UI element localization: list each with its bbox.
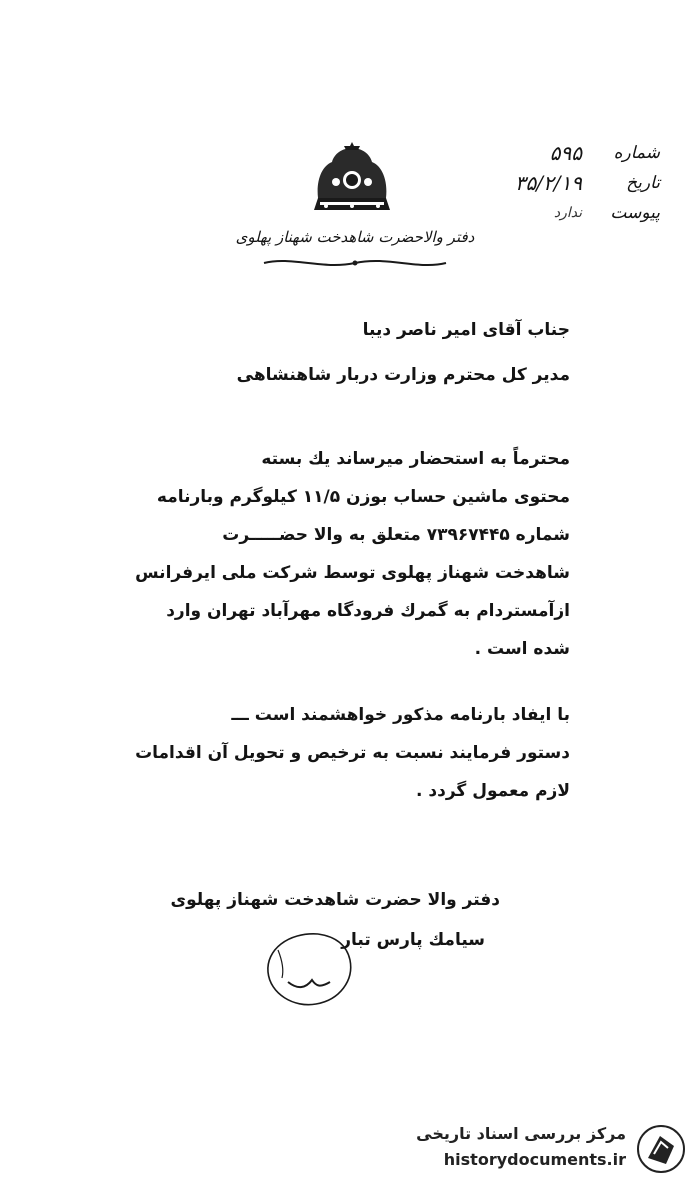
meta-attachment-row bbox=[400, 198, 660, 228]
paragraph2-line: دستور فرمایند نسبت به ترخیص و تحویل آن اقدامات bbox=[135, 743, 570, 763]
ornament-divider-icon bbox=[262, 256, 448, 270]
paragraph1-line: محتوی ماشین حساب بوزن ۱۱/۵ کیلوگرم وبارنامه bbox=[156, 487, 570, 507]
footer-website: historydocuments.ir bbox=[443, 1150, 626, 1169]
attachment-value: ندارد bbox=[553, 205, 582, 221]
paragraph1-line: شاهدخت شهناز پهلوی توسط شرکت ملی ایرفرانس bbox=[135, 563, 570, 583]
meta-number-row bbox=[400, 138, 660, 168]
date-label: تاریخ bbox=[626, 173, 660, 193]
signature-name: سیامك پارس تبار bbox=[341, 930, 485, 950]
paragraph1-line: ازآمستردام به گمرك فرودگاه مهرآباد تهران وارد bbox=[166, 601, 570, 621]
letterhead-title: دفتر والاحضرت شاهدخت شهناز پهلوی bbox=[235, 228, 475, 246]
footer-watermark bbox=[412, 1118, 694, 1180]
date-value: ۳۵/۲/۱۹ bbox=[514, 171, 582, 195]
signature-office: دفتر والا حضرت شاهدخت شهناز پهلوی bbox=[170, 890, 500, 910]
paragraph2-line: با ایفاد بارنامه مذکور خواهشمند است ـــ bbox=[231, 705, 570, 725]
meta-date-row bbox=[400, 168, 660, 198]
paragraph1-line: شماره ۷۳۹۶۷۴۴۵ متعلق به والا حضـــــرت bbox=[222, 525, 570, 545]
address-line-1: جناب آقای امیر ناصر دیبا bbox=[362, 320, 570, 340]
attachment-label: پیوست bbox=[610, 203, 660, 223]
handwritten-signature-icon bbox=[258, 930, 368, 1010]
paragraph1-line: محترماً به استحضار میرساند یك بسته bbox=[261, 449, 570, 469]
document-meta bbox=[400, 138, 660, 228]
footer-org-name: مرکز بررسی اسناد تاریخی bbox=[416, 1124, 626, 1143]
crown-emblem-icon bbox=[306, 140, 398, 218]
paragraph2-line: لازم معمول گردد . bbox=[416, 781, 570, 801]
number-value: ۵۹۵ bbox=[549, 141, 582, 165]
address-line-2: مدیر کل محترم وزارت دربار شاهنشاهی bbox=[236, 365, 570, 385]
archive-logo-icon bbox=[636, 1124, 686, 1174]
paragraph1-line: شده است . bbox=[474, 639, 570, 659]
number-label: شماره bbox=[613, 143, 660, 163]
